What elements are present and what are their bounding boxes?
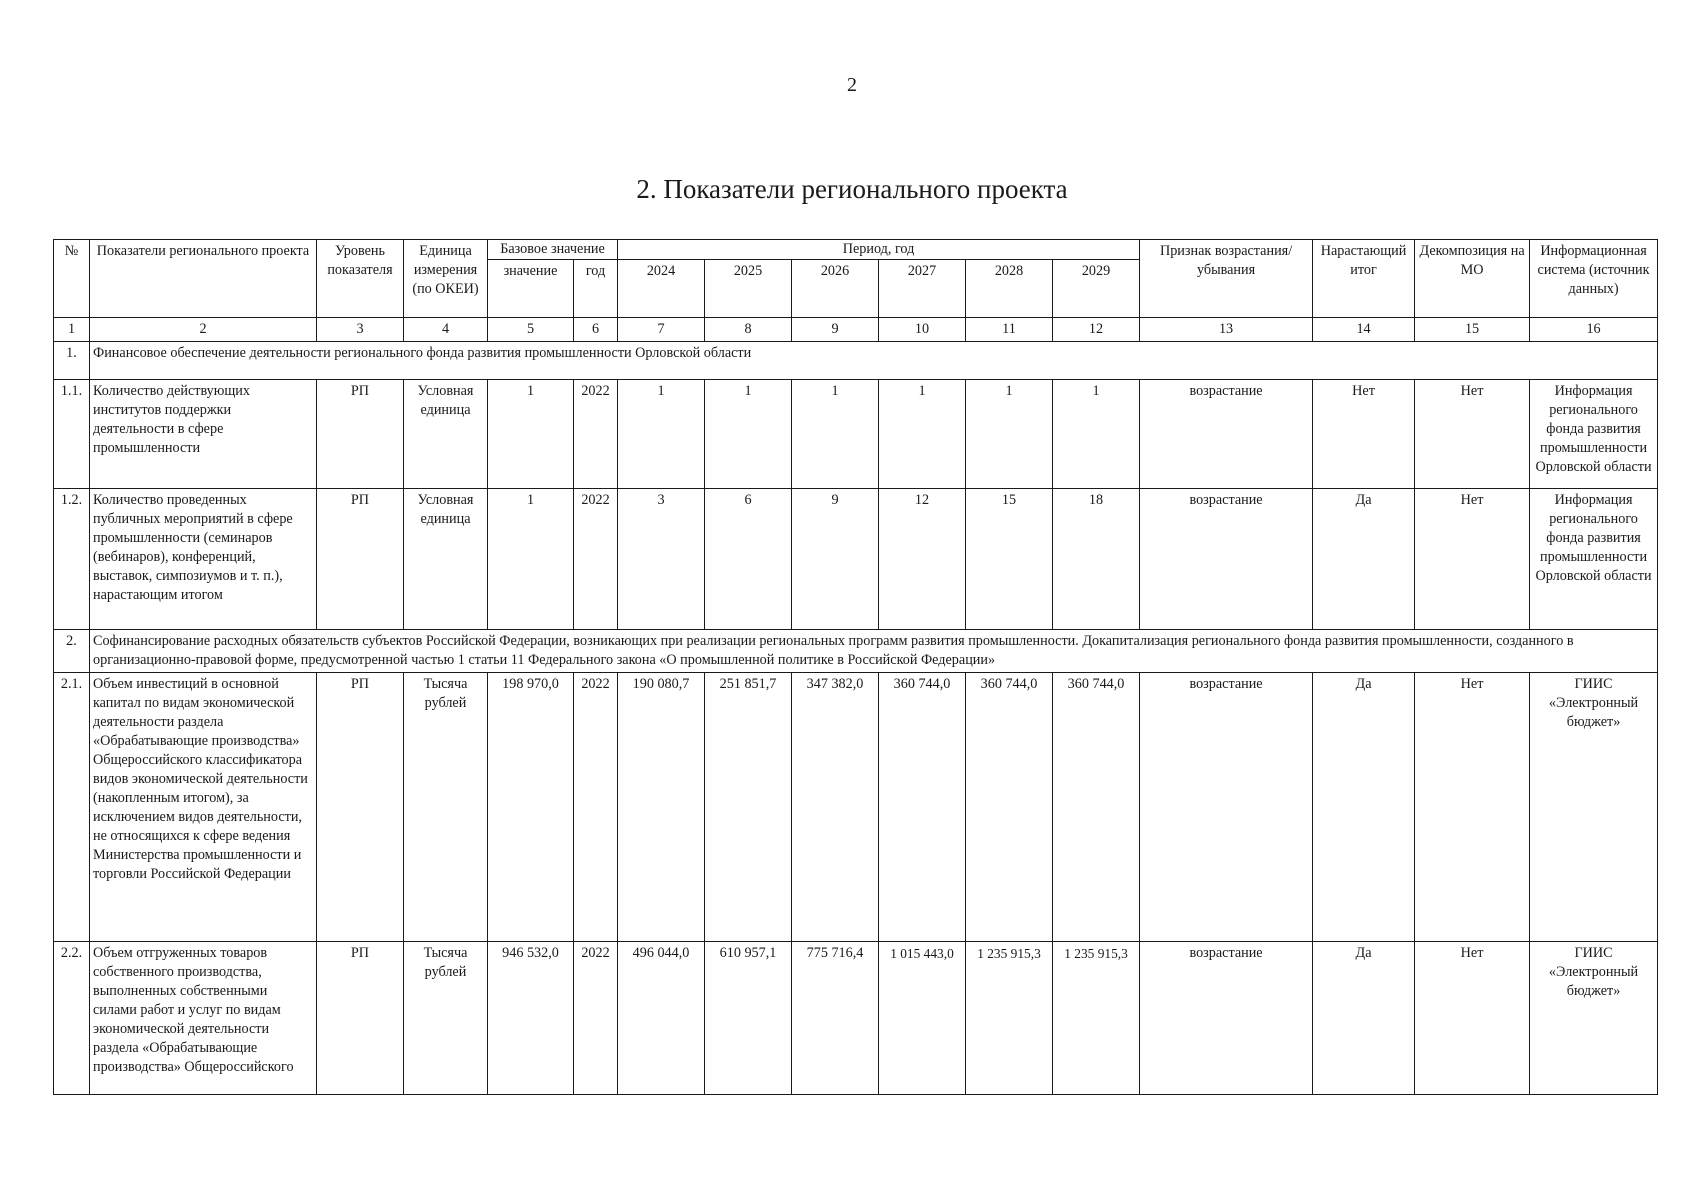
year-value: 1 235 915,3 xyxy=(966,942,1053,1095)
year-value: 347 382,0 xyxy=(792,673,879,942)
row-number: 1.2. xyxy=(54,489,90,630)
header-period: Период, год xyxy=(618,240,1140,260)
section-title: Финансовое обеспечение деятельности регионального фонда развития промышленности Орловской области xyxy=(90,342,1658,380)
column-number: 13 xyxy=(1140,318,1313,342)
header-no: № xyxy=(54,240,90,318)
column-number: 5 xyxy=(488,318,574,342)
year-value: 15 xyxy=(966,489,1053,630)
trend: возрастание xyxy=(1140,942,1313,1095)
header-cumulative: Нарастающий итог xyxy=(1313,240,1415,318)
year-value: 1 xyxy=(705,380,792,489)
indicator-level: РП xyxy=(317,489,404,630)
year-value: 1 xyxy=(618,380,705,489)
year-value: 1 xyxy=(792,380,879,489)
year-value: 610 957,1 xyxy=(705,942,792,1095)
base-value: 198 970,0 xyxy=(488,673,574,942)
data-source: Информация регионального фонда развития промышленности Орловской области xyxy=(1530,380,1658,489)
page-number: 2 xyxy=(847,74,857,96)
table-row xyxy=(54,942,1658,1095)
decomposition: Нет xyxy=(1415,942,1530,1095)
column-number: 11 xyxy=(966,318,1053,342)
table-row xyxy=(54,380,1658,489)
indicator-unit: Тысяча рублей xyxy=(404,942,488,1095)
base-year: 2022 xyxy=(574,942,618,1095)
header-year: 2029 xyxy=(1053,260,1140,318)
year-value: 1 xyxy=(1053,380,1140,489)
column-number: 16 xyxy=(1530,318,1658,342)
header-year: 2028 xyxy=(966,260,1053,318)
column-number: 3 xyxy=(317,318,404,342)
row-number: 2.2. xyxy=(54,942,90,1095)
column-number: 1 xyxy=(54,318,90,342)
decomposition: Нет xyxy=(1415,489,1530,630)
cumulative: Да xyxy=(1313,673,1415,942)
column-number: 9 xyxy=(792,318,879,342)
base-value: 946 532,0 xyxy=(488,942,574,1095)
header-year: 2027 xyxy=(879,260,966,318)
column-number: 8 xyxy=(705,318,792,342)
indicator-unit: Условная единица xyxy=(404,489,488,630)
page-title: 2. Показатели регионального проекта xyxy=(636,174,1068,204)
indicator-name: Объем инвестиций в основной капитал по видам экономической деятельности раздела «Обрабатывающие производства» Общероссийского классификатора видов экономической деятельности (накопленным итогом), за исключением видов деятельности, не относящихся к сфере ведения Министерства промышленности и торговли Российской Федерации xyxy=(90,673,317,942)
data-source: ГИИС «Электронный бюджет» xyxy=(1530,673,1658,942)
year-value: 9 xyxy=(792,489,879,630)
year-value: 775 716,4 xyxy=(792,942,879,1095)
table-row xyxy=(54,489,1658,630)
year-value: 12 xyxy=(879,489,966,630)
cumulative: Нет xyxy=(1313,380,1415,489)
header-year: 2025 xyxy=(705,260,792,318)
column-number: 6 xyxy=(574,318,618,342)
year-value: 1 235 915,3 xyxy=(1053,942,1140,1095)
header-base-value: значение xyxy=(488,260,574,318)
section-row xyxy=(54,630,1658,673)
trend: возрастание xyxy=(1140,673,1313,942)
column-number: 10 xyxy=(879,318,966,342)
header-base-year: год xyxy=(574,260,618,318)
column-number: 12 xyxy=(1053,318,1140,342)
header-indicator: Показатели регионального проекта xyxy=(90,240,317,318)
indicator-name: Количество проведенных публичных мероприятий в сфере промышленности (семинаров (вебинаров), конференций, выставок, симпозиумов и т. п.), нарастающим итогом xyxy=(90,489,317,630)
column-number: 14 xyxy=(1313,318,1415,342)
indicator-level: РП xyxy=(317,673,404,942)
base-year: 2022 xyxy=(574,380,618,489)
data-source: ГИИС «Электронный бюджет» xyxy=(1530,942,1658,1095)
section-title: Софинансирование расходных обязательств субъектов Российской Федерации, возникающих при реализации региональных программ развития промышленности. Докапитализация регионального фонда развития промышленности, созданного в организационно-правовой форме, предусмотренной частью 1 статьи 11 Федерального закона «О промышленной политике в Российской Федерации» xyxy=(90,630,1658,673)
indicators-table xyxy=(53,239,1658,1095)
year-value: 18 xyxy=(1053,489,1140,630)
header-year: 2024 xyxy=(618,260,705,318)
year-value: 6 xyxy=(705,489,792,630)
column-number: 4 xyxy=(404,318,488,342)
header-year: 2026 xyxy=(792,260,879,318)
indicator-level: РП xyxy=(317,942,404,1095)
year-value: 3 xyxy=(618,489,705,630)
data-source: Информация регионального фонда развития промышленности Орловской области xyxy=(1530,489,1658,630)
indicator-name: Количество действующих институтов поддержки деятельности в сфере промышленности xyxy=(90,380,317,489)
year-value: 360 744,0 xyxy=(966,673,1053,942)
year-value: 360 744,0 xyxy=(879,673,966,942)
indicator-unit: Тысяча рублей xyxy=(404,673,488,942)
header-base: Базовое значение xyxy=(488,240,618,260)
column-number: 15 xyxy=(1415,318,1530,342)
header-row-top xyxy=(54,240,1658,260)
table-row xyxy=(54,673,1658,942)
indicator-level: РП xyxy=(317,380,404,489)
section-row xyxy=(54,342,1658,380)
column-number: 2 xyxy=(90,318,317,342)
year-value: 251 851,7 xyxy=(705,673,792,942)
section-number: 2. xyxy=(54,630,90,673)
header-level: Уровень показателя xyxy=(317,240,404,318)
cumulative: Да xyxy=(1313,489,1415,630)
base-value: 1 xyxy=(488,489,574,630)
column-numbers-row xyxy=(54,318,1658,342)
year-value: 496 044,0 xyxy=(618,942,705,1095)
year-value: 360 744,0 xyxy=(1053,673,1140,942)
decomposition: Нет xyxy=(1415,673,1530,942)
indicator-name: Объем отгруженных товаров собственного производства, выполненных собственными силами работ и услуг по видам экономической деятельности раздела «Обрабатывающие производства» Общероссийского xyxy=(90,942,317,1095)
trend: возрастание xyxy=(1140,489,1313,630)
year-value: 1 xyxy=(966,380,1053,489)
year-value: 190 080,7 xyxy=(618,673,705,942)
trend: возрастание xyxy=(1140,380,1313,489)
cumulative: Да xyxy=(1313,942,1415,1095)
header-info-system: Информационная система (источник данных) xyxy=(1530,240,1658,318)
column-number: 7 xyxy=(618,318,705,342)
section-number: 1. xyxy=(54,342,90,380)
header-trend: Признак возрастания/убывания xyxy=(1140,240,1313,318)
indicator-unit: Условная единица xyxy=(404,380,488,489)
header-decomposition: Декомпозиция на МО xyxy=(1415,240,1530,318)
year-value: 1 xyxy=(879,380,966,489)
base-value: 1 xyxy=(488,380,574,489)
decomposition: Нет xyxy=(1415,380,1530,489)
base-year: 2022 xyxy=(574,489,618,630)
row-number: 1.1. xyxy=(54,380,90,489)
year-value: 1 015 443,0 xyxy=(879,942,966,1095)
base-year: 2022 xyxy=(574,673,618,942)
row-number: 2.1. xyxy=(54,673,90,942)
header-unit: Единица измерения (по ОКЕИ) xyxy=(404,240,488,318)
